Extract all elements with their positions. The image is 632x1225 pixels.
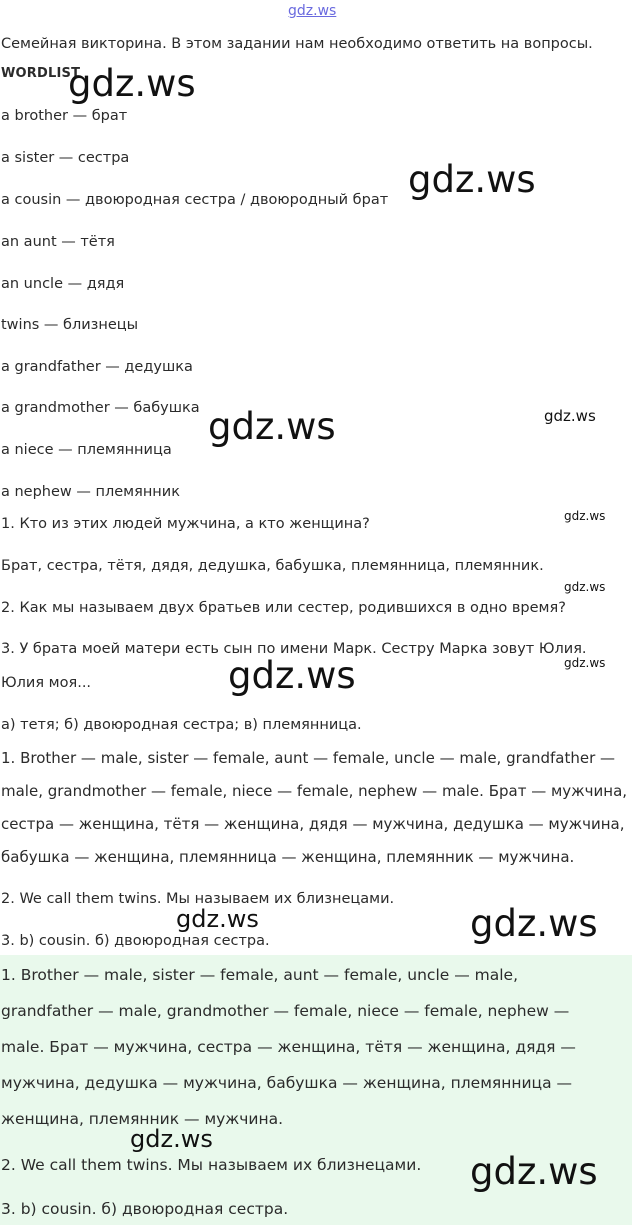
highlighted-answer-line: male. Брат — мужчина, сестра — женщина, тётя — женщина, дядя — [1, 1038, 576, 1056]
wordlist-heading: WORDLIST [1, 66, 81, 81]
wordlist-item: a grandfather — дедушка [1, 359, 193, 375]
wordlist-item: a brother — брат [1, 108, 128, 124]
watermark: gdz.ws [564, 656, 606, 670]
watermark: gdz.ws [564, 580, 606, 594]
answer-line: male, grandmother — female, niece — female, nephew — male. Брат — мужчина, [1, 782, 628, 800]
question-line: Юлия моя... [1, 675, 92, 691]
watermark: gdz.ws [470, 902, 598, 945]
watermark: gdz.ws [130, 1125, 213, 1153]
answer-line: 2. We call them twins. Мы называем их близнецами. [1, 891, 395, 907]
wordlist-item: an uncle — дядя [1, 276, 125, 292]
watermark: gdz.ws [470, 1150, 598, 1193]
question-line: 3. У брата моей матери есть сын по имени Марк. Сестру Марка зовут Юлия. [1, 641, 587, 657]
answer-line: бабушка — женщина, племянница — женщина, племянник — мужчина. [1, 848, 575, 866]
highlighted-answer-line: 2. We call them twins. Мы называем их близнецами. [1, 1156, 422, 1174]
watermark: gdz.ws [68, 62, 196, 105]
watermark: gdz.ws [228, 654, 356, 697]
answer-line: 1. Brother — male, sister — female, aunt — female, uncle — male, grandfather — [1, 749, 616, 767]
watermark: gdz.ws [408, 158, 536, 201]
wordlist-item: twins — близнецы [1, 317, 139, 333]
watermark: gdz.ws [208, 405, 336, 448]
highlighted-answer-line: grandfather — male, grandmother — female, niece — female, nephew — [1, 1002, 570, 1020]
question-line: 1. Кто из этих людей мужчина, а кто женщина? [1, 516, 370, 532]
site-link[interactable]: gdz.ws [288, 3, 337, 19]
watermark: gdz.ws [176, 905, 259, 933]
wordlist-item: an aunt — тётя [1, 234, 115, 250]
wordlist-item: a sister — сестра [1, 150, 130, 166]
question-line: Брат, сестра, тётя, дядя, дедушка, бабушка, племянница, племянник. [1, 558, 544, 574]
watermark: gdz.ws [564, 509, 606, 523]
answer-line: 3. b) cousin. б) двоюродная сестра. [1, 933, 270, 949]
question-line: а) тетя; б) двоюродная сестра; в) племянница. [1, 717, 362, 733]
answer-line: сестра — женщина, тётя — женщина, дядя — мужчина, дедушка — мужчина, [1, 815, 625, 833]
wordlist-item: a cousin — двоюродная сестра / двоюродный брат [1, 192, 389, 208]
intro-text: Семейная викторина. В этом задании нам необходимо ответить на вопросы. [1, 36, 593, 52]
wordlist-item: a grandmother — бабушка [1, 400, 200, 416]
wordlist-item: a nephew — племянник [1, 484, 180, 500]
highlighted-answer-line: женщина, племянник — мужчина. [1, 1110, 284, 1128]
wordlist-item: a niece — племянница [1, 442, 172, 458]
question-line: 2. Как мы называем двух братьев или сестер, родившихся в одно время? [1, 600, 566, 616]
watermark: gdz.ws [544, 407, 596, 425]
highlighted-answer-line: 3. b) cousin. б) двоюродная сестра. [1, 1200, 289, 1218]
highlighted-answer-line: мужчина, дедушка — мужчина, бабушка — женщина, племянница — [1, 1074, 573, 1092]
highlighted-answer-line: 1. Brother — male, sister — female, aunt — female, uncle — male, [1, 966, 519, 984]
